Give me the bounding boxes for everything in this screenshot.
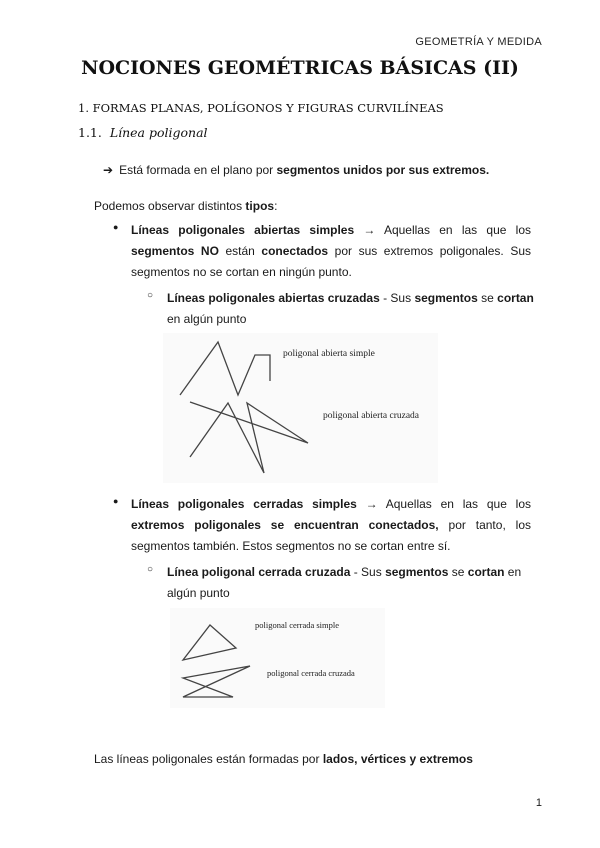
closed-crossed-text: se	[448, 565, 468, 579]
closed-polyline-figure	[170, 608, 385, 708]
types-intro-bold: tipos	[245, 199, 275, 213]
closed-simple-bold: extremos poligonales se encuentran conectados,	[131, 518, 439, 532]
subsection-number: 1.1.	[78, 125, 102, 140]
conclusion-text: Las líneas poligonales están formadas por	[94, 752, 323, 766]
subsection-label: Línea poligonal	[109, 125, 208, 140]
conclusion-bold: lados, vértices y extremos	[322, 752, 473, 766]
section-header: GEOMETRÍA Y MEDIDA	[415, 36, 542, 48]
definition-bold: segmentos unidos por sus extremos.	[276, 163, 490, 177]
arrow-icon: →	[354, 223, 384, 237]
open-simple-text: por sus extremos poligonales. Sus segmentos no se cortan en ningún punto.	[131, 244, 531, 279]
types-intro-text: Podemos observar distintos	[94, 199, 246, 213]
closed-crossed-item	[167, 562, 537, 604]
open-polyline-figure	[163, 333, 438, 483]
filled-bullet-icon: ●	[113, 222, 119, 232]
definition-text: Está formada en el plano por	[119, 163, 277, 177]
open-crossed-bold: segmentos	[414, 291, 478, 305]
arrow-bullet-icon: ➔	[103, 163, 114, 177]
closed-crossed-bold: cortan	[467, 565, 505, 579]
figure2-label-crossed: poligonal cerrada cruzada	[267, 668, 355, 678]
open-simple-title: Líneas poligonales abiertas simples	[131, 223, 355, 237]
types-intro-colon: :	[274, 199, 278, 213]
open-simple-bold: conectados	[261, 244, 329, 258]
closed-crossed-text: en algún punto	[167, 565, 522, 600]
arrow-icon: →	[356, 497, 386, 511]
open-crossed-item	[167, 288, 537, 330]
page-number: 1	[535, 797, 542, 809]
closed-crossed-title: Línea poligonal cerrada cruzada	[167, 565, 351, 579]
hollow-bullet-icon: ○	[147, 290, 154, 301]
closed-simple-item	[131, 494, 531, 557]
hollow-bullet-icon: ○	[147, 564, 154, 575]
open-crossed-text: en algún punto	[167, 312, 247, 326]
closed-simple-title: Líneas poligonales cerradas simples	[131, 497, 357, 511]
page-title: NOCIONES GEOMÉTRICAS BÁSICAS (II)	[81, 57, 519, 79]
closed-crossed-text: - Sus	[350, 565, 386, 579]
open-simple-item	[131, 220, 531, 283]
types-intro	[94, 196, 277, 217]
closed-simple-text: Aquellas en las que los	[385, 497, 532, 511]
subsection-heading	[78, 125, 208, 140]
open-simple-text: están	[218, 244, 262, 258]
section-heading: 1. FORMAS PLANAS, POLÍGONOS Y FIGURAS CURVILÍNEAS	[78, 101, 444, 115]
open-simple-text: Aquellas en las que los	[383, 223, 531, 237]
definition-line	[103, 160, 489, 181]
figure2-label-simple: poligonal cerrada simple	[255, 620, 340, 630]
closed-simple-text: por tanto, los segmentos también. Estos segmentos no se cortan entre sí.	[131, 518, 532, 553]
filled-bullet-icon: ●	[113, 496, 119, 506]
open-crossed-bold: cortan	[497, 291, 534, 305]
figure1-label-crossed: poligonal abierta cruzada	[323, 411, 420, 421]
conclusion-line	[94, 749, 473, 770]
open-crossed-text: - Sus	[379, 291, 415, 305]
open-crossed-title: Líneas poligonales abiertas cruzadas	[167, 291, 380, 305]
open-crossed-text: se	[477, 291, 498, 305]
closed-crossed-bold: segmentos	[385, 565, 449, 579]
open-simple-bold: segmentos NO	[131, 244, 219, 258]
figure1-label-simple: poligonal abierta simple	[283, 349, 375, 359]
